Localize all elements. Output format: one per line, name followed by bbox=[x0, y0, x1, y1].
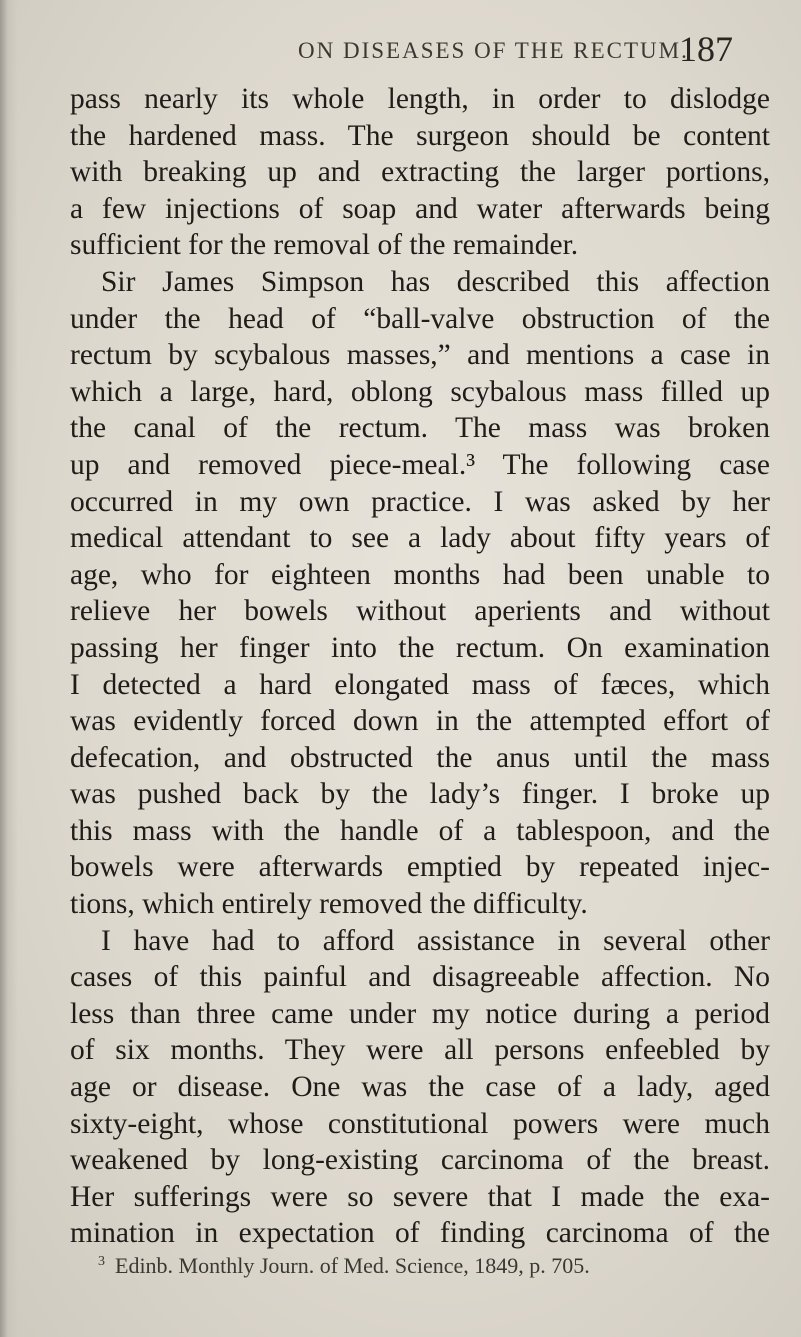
text-line: sixty-eight, whose constitutional powers were much bbox=[70, 1107, 770, 1140]
text-line: less than three came under my notice during a period bbox=[70, 997, 770, 1030]
text-line: up and removed piece-meal.³ The following case bbox=[70, 448, 770, 481]
text-line: passing her finger into the rectum. On examination bbox=[70, 631, 770, 664]
text-line: bowels were afterwards emptied by repeated injec- bbox=[70, 851, 770, 884]
text-line: mination in expectation of finding carcinoma of the bbox=[70, 1217, 770, 1250]
text-line: was pushed back by the lady’s finger. I broke up bbox=[70, 778, 770, 811]
page-number: 187 bbox=[679, 29, 733, 69]
text-line: was evidently forced down in the attempted effort of bbox=[70, 705, 770, 738]
text-line: under the head of “ball-valve obstruction of the bbox=[70, 302, 770, 335]
text-line: I have had to afford assistance in several other bbox=[101, 924, 770, 957]
text-line: tions, which entirely removed the difficulty. bbox=[70, 888, 588, 921]
text-line: of six months. They were all persons enfeebled by bbox=[70, 1034, 770, 1067]
text-line: defecation, and obstructed the anus until the mass bbox=[70, 741, 770, 774]
text-line: rectum by scybalous masses,” and mentions a case in bbox=[70, 339, 770, 372]
footnote bbox=[98, 1253, 590, 1279]
footnote-text: Edinb. Monthly Journ. of Med. Science, 1849, p. 705. bbox=[115, 1253, 590, 1278]
page-gutter-shadow bbox=[0, 0, 18, 1337]
text-line: a few injections of soap and water afterwards being bbox=[70, 192, 770, 225]
text-line: cases of this painful and disagreeable affection. No bbox=[70, 961, 770, 994]
text-line: age, who for eighteen months had been unable to bbox=[70, 558, 770, 591]
text-line: pass nearly its whole length, in order to dislodge bbox=[70, 83, 770, 115]
text-line: occurred in my own practice. I was asked by her bbox=[70, 485, 770, 518]
text-line: which a large, hard, oblong scybalous mass filled up bbox=[70, 375, 770, 408]
text-line: sufficient for the removal of the remainder. bbox=[70, 229, 579, 262]
text-line: age or disease. One was the case of a lady, aged bbox=[70, 1071, 770, 1104]
running-head: ON DISEASES OF THE RECTUM. bbox=[298, 38, 689, 63]
text-line: with breaking up and extracting the larger portions, bbox=[70, 156, 770, 189]
text-line: I detected a hard elongated mass of fæces, which bbox=[70, 668, 770, 701]
page-header bbox=[0, 29, 801, 76]
text-line: the hardened mass. The surgeon should be content bbox=[70, 119, 770, 152]
text-line: relieve her bowels without aperients and without bbox=[70, 595, 770, 628]
body-text bbox=[70, 81, 770, 1252]
text-line: the canal of the rectum. The mass was broken bbox=[70, 412, 770, 445]
text-line: Her sufferings were so severe that I made the exa- bbox=[70, 1180, 770, 1213]
text-line: Sir James Simpson has described this affection bbox=[101, 265, 770, 298]
text-line: medical attendant to see a lady about fifty years of bbox=[70, 522, 770, 555]
text-line: this mass with the handle of a tablespoon, and the bbox=[70, 814, 770, 847]
footnote-marker: 3 bbox=[98, 1254, 105, 1269]
text-line: weakened by long-existing carcinoma of the breast. bbox=[70, 1144, 770, 1177]
